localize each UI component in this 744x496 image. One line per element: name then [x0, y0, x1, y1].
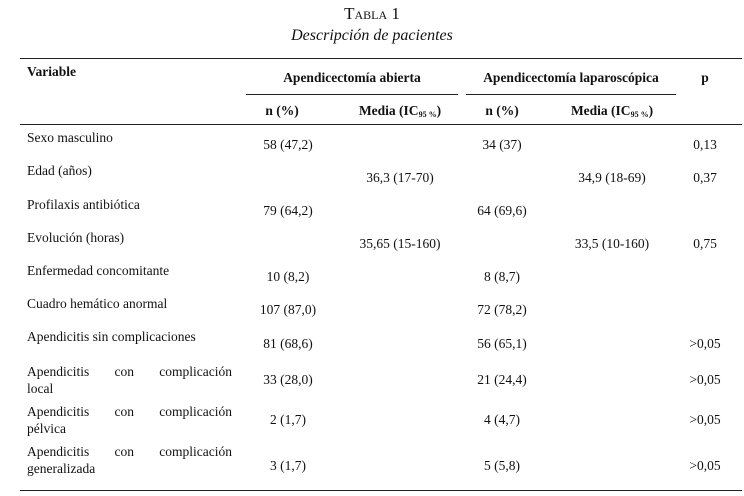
- lap-n-cell: 64 (69,6): [477, 203, 527, 218]
- lap-group-rule: [466, 94, 676, 95]
- p-cell: >0,05: [689, 336, 721, 351]
- row-label-line1: Apendicitis con complicación: [27, 404, 232, 419]
- row-label-line1: Apendicitis con complicación: [27, 364, 232, 379]
- header-lap-media: Media $(IC_{95 \%})$: [570, 103, 654, 119]
- open-n-cell: 33 (28,0): [263, 372, 313, 387]
- p-cell: 0,13: [693, 137, 717, 152]
- row-label-line1: Apendicitis con complicación: [27, 444, 232, 459]
- table-caption-title: Descripción de pacientes: [291, 27, 453, 44]
- open-n-cell: 2 (1,7): [270, 412, 306, 427]
- row-label-line2: local: [27, 381, 54, 396]
- header-laparoscopic-appendectomy: Apendicectomía laparoscópica: [483, 70, 659, 85]
- lap-media-cell: 33,5 (10-160): [574, 236, 650, 251]
- header-open-appendectomy: Apendicectomía abierta: [283, 70, 421, 85]
- header-lap-n-pct: n (%): [485, 103, 519, 118]
- top-rule: [20, 58, 742, 59]
- open-n-cell: 107 (87,0): [259, 302, 317, 317]
- p-cell: >0,05: [689, 372, 721, 387]
- lap-media-cell: 34,9 (18-69): [578, 170, 646, 185]
- lap-n-cell: 72 (78,2): [477, 302, 527, 317]
- lap-n-cell: 5 (5,8): [484, 458, 520, 473]
- header-bottom-rule: [20, 124, 742, 125]
- lap-n-cell: 8 (8,7): [484, 269, 520, 284]
- p-cell: 0,75: [693, 236, 717, 251]
- row-label: Edad (años): [27, 163, 92, 178]
- open-media-cell: 35,65 (15-160): [359, 236, 441, 251]
- p-cell: 0,37: [693, 170, 717, 185]
- open-group-rule: [246, 94, 458, 95]
- row-label: Profilaxis antibiótica: [27, 197, 140, 212]
- row-label: Enfermedad concomitante: [27, 263, 170, 278]
- open-n-cell: 58 (47,2): [263, 137, 313, 152]
- bottom-rule: [20, 490, 742, 491]
- header-p: p: [701, 70, 709, 85]
- header-open-n-pct: n (%): [265, 103, 299, 118]
- row-label: Evolución (horas): [27, 230, 125, 245]
- lap-n-cell: 4 (4,7): [484, 412, 520, 427]
- lap-n-cell: 34 (37): [482, 137, 522, 152]
- open-n-cell: 10 (8,2): [266, 269, 310, 284]
- open-n-cell: 79 (64,2): [263, 203, 313, 218]
- lap-n-cell: 56 (65,1): [477, 336, 527, 351]
- open-n-cell: 3 (1,7): [270, 458, 306, 473]
- header-variable: Variable: [27, 64, 77, 79]
- row-label-line2: pélvica: [27, 421, 66, 436]
- table-caption-number: Tabla 1: [344, 4, 400, 23]
- row-label: Sexo masculino: [27, 130, 113, 145]
- row-label-line2: generalizada: [27, 461, 96, 476]
- open-n-cell: 81 (68,6): [263, 336, 313, 351]
- row-label: Cuadro hemático anormal: [27, 296, 168, 311]
- lap-n-cell: 21 (24,4): [477, 372, 527, 387]
- p-cell: >0,05: [689, 412, 721, 427]
- open-media-cell: 36,3 (17-70): [366, 170, 434, 185]
- p-cell: >0,05: [689, 458, 721, 473]
- row-label: Apendicitis sin complicaciones: [27, 329, 196, 344]
- header-open-media: Media $(IC_{95 \%})$: [358, 103, 442, 119]
